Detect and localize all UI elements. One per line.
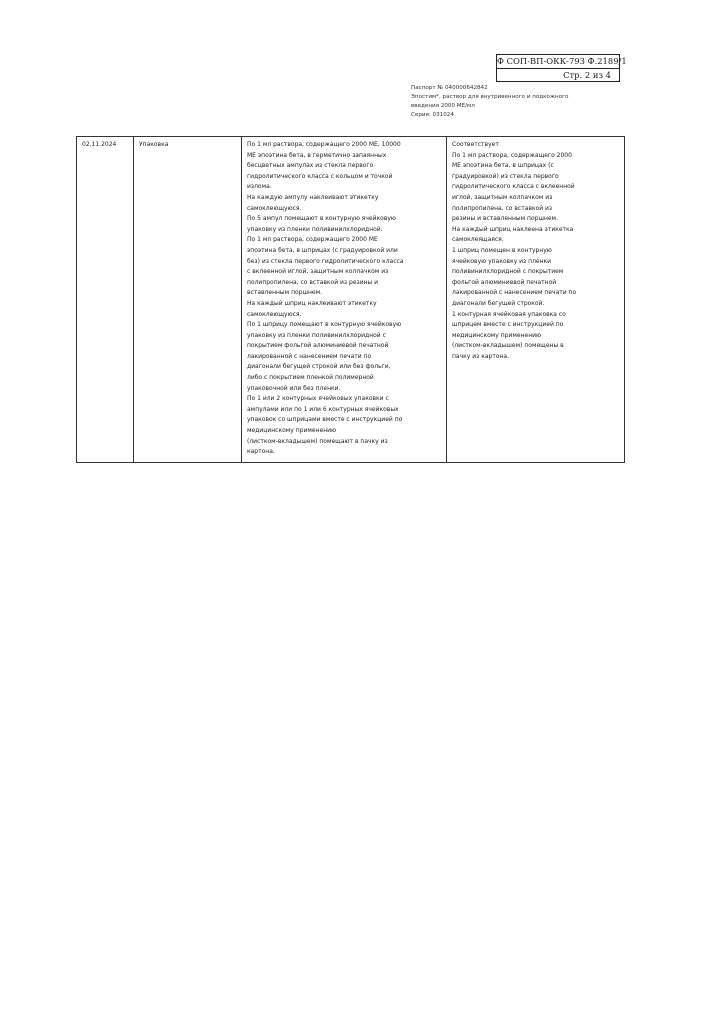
text-line: вставленным поршнем. — [247, 289, 323, 297]
text-line: По 1 шприцу помещают в контурную ячейковую — [247, 321, 402, 329]
text-line: упаковку из пленки поливинилхлоридной с — [247, 331, 386, 339]
indicator-cell: Упаковка — [134, 137, 242, 463]
passport-number: Паспорт № 040000642842 — [411, 85, 488, 91]
text-line: самоклеющуюся. — [247, 310, 302, 318]
text-line: По 1 мл раствора, содержащего 2000 МЕ — [247, 236, 378, 244]
text-line: упаковку из пленки поливинилхлоридной. — [247, 225, 383, 233]
text-line: без) из стекла первого гидролитического класса — [247, 257, 404, 265]
text-line: ячейковую упаковку из пленки — [452, 257, 552, 265]
batch-number: Серия: 031024 — [411, 112, 454, 118]
text-line: 1 шприц помещен в контурную — [452, 246, 552, 254]
text-line: излома. — [247, 183, 272, 191]
text-line: ампулами или по 1 или 6 контурных ячейковых — [247, 405, 399, 413]
text-line: диагонали бегущей строкой. — [452, 299, 545, 307]
text-line: медицинскому применению — [247, 427, 337, 435]
text-line: лакированной с нанесением печати по — [247, 352, 372, 360]
text-line: резины и вставленным поршнем. — [452, 215, 558, 223]
form-code-box — [496, 54, 627, 82]
text-line: По 1 мл раствора, содержащего 2000 — [452, 151, 572, 159]
text-line: покрытием фольгой алюминиевой печатной — [247, 342, 389, 350]
text-line: гидролитического класса с кольцом и точкой — [247, 172, 393, 180]
product-name-line-2: введения 2000 МЕ/мл — [411, 103, 475, 109]
text-line: На каждую ампулу наклеивают этикетку — [247, 193, 379, 201]
text-line: По 1 мл раствора, содержащего 2000 МЕ, 10000 — [247, 141, 401, 148]
date-cell: 02.11.2024 — [77, 137, 134, 463]
test-results-table — [76, 136, 625, 463]
text-line: 1 контурная ячейковая упаковка со — [452, 310, 566, 318]
product-name-line-1: Эпостим*, раствор для внутривенного и подкожного — [411, 94, 569, 100]
text-line: либо с покрытием пленкой полимерной — [247, 374, 374, 382]
text-line: На каждый шприц наклеивают этикетку — [247, 299, 377, 307]
text-line: (листком-вкладышем) помещены в — [452, 342, 564, 350]
text-line: полипропилена, со вставкой из резины и — [247, 278, 379, 286]
text-line: картона. — [247, 448, 275, 456]
page-number: Стр. 2 из 4 — [563, 70, 611, 80]
passport-info — [411, 84, 591, 120]
text-line: По 1 или 2 контурных ячейковых упаковки с — [247, 395, 389, 403]
text-line: МЕ эпоэтина бета, в шприцах (с — [452, 162, 554, 170]
table-row — [77, 137, 625, 463]
text-line: гидролитического класса с вклеенной — [452, 183, 575, 191]
text-line: Соответствует — [452, 141, 499, 148]
text-line: упаковок со шприцами вместе с инструкцией по — [247, 416, 403, 424]
text-line: градуировкой) из стекла первого — [452, 172, 559, 180]
text-line: поливинилхлоридной с покрытием — [452, 268, 564, 276]
text-line: полипропилена, со вставкой из — [452, 204, 553, 212]
text-line: На каждый шприц наклеена этикетка — [452, 225, 574, 233]
text-line: самоклеющуюся. — [247, 204, 302, 212]
text-line: лакированной с нанесением печати по — [452, 289, 577, 297]
text-line: пачку из картона. — [452, 352, 510, 360]
text-line: (листком-вкладышем) помещают в пачку из — [247, 437, 388, 445]
requirement-cell — [242, 137, 447, 463]
text-line: бесцветных ампулах из стекла первого — [247, 162, 374, 170]
form-code: Ф СОП-ВП-ОКК-793 Ф.2189/1 — [497, 55, 619, 69]
text-line: фольгой алюминиевой печатной — [452, 278, 557, 286]
text-line: шприцем вместе с инструкцией по — [452, 321, 564, 329]
text-line: По 5 ампул помещают в контурную ячейковую — [247, 215, 396, 223]
text-line: упаковочной или без пленки. — [247, 384, 341, 392]
text-line: диагонали бегущей строкой или без фольги, — [247, 363, 391, 371]
text-line: МЕ эпоэтина бета, в герметично запаянных — [247, 151, 387, 159]
text-line: медицинскому применению — [452, 331, 542, 339]
result-cell — [447, 137, 625, 463]
text-line: самоклеящаяся. — [452, 236, 504, 244]
text-line: с вклеенной иглой, защитным колпачком из — [247, 268, 389, 276]
text-line: эпоэтина бета, в шприцах (с градуировкой или — [247, 246, 398, 254]
text-line: иглой, защитным колпачком из — [452, 193, 553, 201]
